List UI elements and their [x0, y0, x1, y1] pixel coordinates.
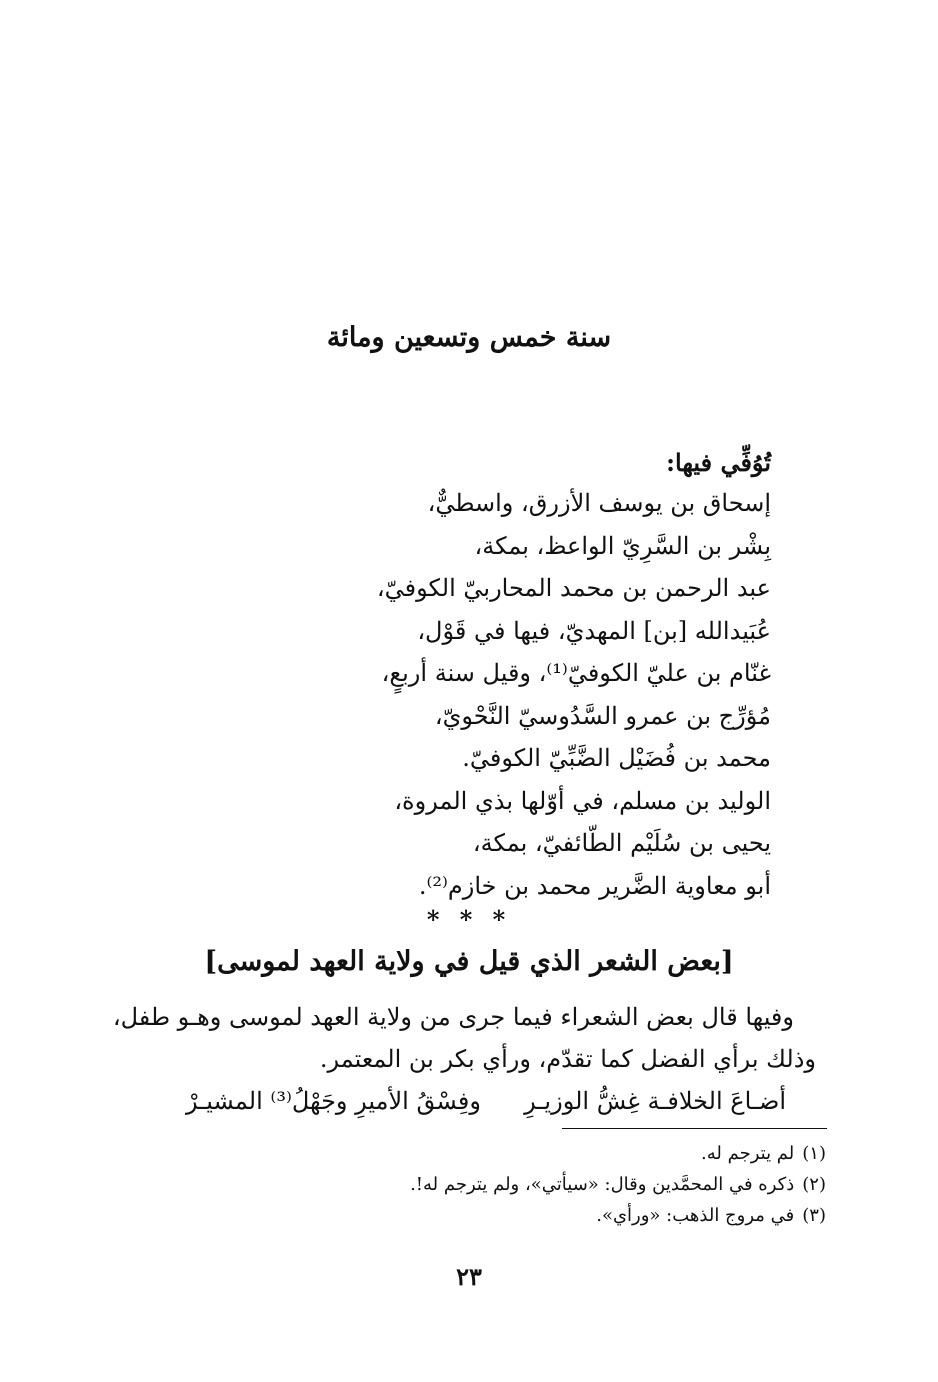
list-item: عبد الرحمن بن محمد المحاربيّ الكوفيّ،: [376, 574, 771, 602]
footnote-number: (١): [802, 1143, 826, 1164]
footnote-number: (٣): [802, 1205, 826, 1226]
list-item: محمد بن فُضَيْل الضَّبِّيّ الكوفيّ.: [462, 744, 771, 772]
list-item: إسحاق بن يوسف الأزرق، واسطيٌّ،: [427, 489, 771, 517]
list-item: عُبَيدالله [بن] المهديّ، فيها في قَوْل،: [417, 616, 771, 645]
body-paragraph: [112, 996, 816, 1080]
footnote-text: في مروج الذهب: «ورأي».: [596, 1205, 795, 1226]
page-number: ٢٣: [456, 1262, 482, 1291]
paragraph-line: وذلك برأي الفضل كما تقدّم، ورأي بكر بن المعتمر.: [319, 1045, 816, 1073]
footnote-text: لم يترجم له.: [701, 1143, 795, 1164]
section-separator: * * *: [426, 905, 512, 934]
list-item: غنّام بن عليّ الكوفيّ⁽¹⁾، وقيل سنة أربعٍ،: [381, 659, 771, 687]
footnote-divider: [562, 1128, 827, 1129]
list-item: أبو معاوية الضَّرير محمد بن خازم⁽²⁾.: [418, 871, 771, 900]
footnote-text: ذكره في المحمَّدين وقال: «سيأتي»، ولم يترجم له!.: [410, 1174, 795, 1195]
footnote: [306, 1200, 826, 1231]
verse-first-hemistich: أضـاعَ الخلافـة غِشُّ الوزيـرِ: [524, 1087, 786, 1115]
list-item: يحيى بن سُلَيْم الطّائفيّ، بمكة،: [472, 829, 771, 857]
poem-verse: [186, 1080, 786, 1122]
list-item: مُؤرِّج بن عمرو السَّدُوسيّ النَّحْويّ،: [434, 701, 771, 730]
footnotes: [306, 1138, 826, 1231]
chapter-title: سنة خمس وتسعين ومائة: [326, 322, 612, 353]
intro-line: تُوُفِّي فيها:: [666, 448, 771, 477]
footnote-number: (٢): [802, 1174, 826, 1195]
section-heading: [بعض الشعر الذي قيل في ولاية العهد لموسى]: [204, 946, 734, 977]
death-list: [251, 482, 771, 907]
footnote: [306, 1169, 826, 1200]
list-item: الوليد بن مسلم، في أوّلها بذي المروة،: [394, 786, 771, 815]
verse-second-hemistich: وفِسْقُ الأميرِ وجَهْلُ⁽³⁾ المشيـرْ: [186, 1087, 481, 1115]
footnote: [306, 1138, 826, 1169]
paragraph-line: وفيها قال بعض الشعراء فيما جرى من ولاية العهد لموسى وهـو طفل،: [112, 1003, 794, 1031]
list-item: بِشْر بن السَّرِيّ الواعظ، بمكة،: [474, 531, 771, 560]
